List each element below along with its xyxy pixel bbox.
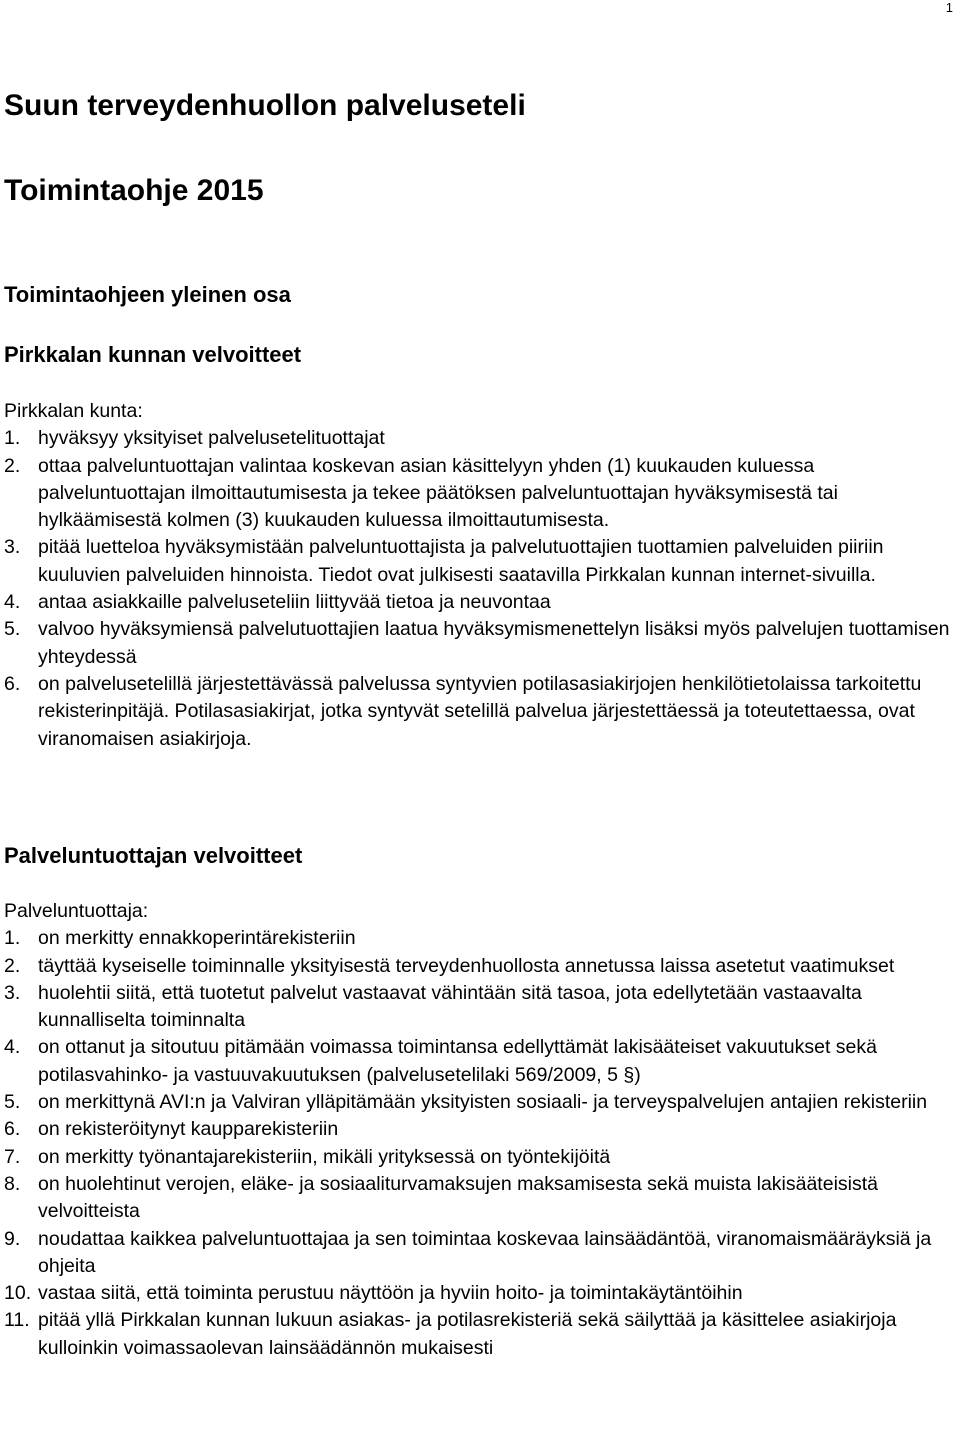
list-item-number: 4. [4, 591, 21, 614]
list-item-number: 5. [4, 618, 21, 641]
list-item-text: on rekisteröitynyt kaupparekisteriin [38, 1118, 339, 1141]
list-item [4, 1307, 956, 1362]
list-item-number: 3. [4, 981, 21, 1004]
list-item-number: 2. [4, 454, 21, 477]
list-item [4, 1089, 956, 1116]
list-item [4, 425, 956, 452]
list-item [4, 616, 956, 671]
list-item [4, 1226, 956, 1281]
list-item-number: 5. [4, 1091, 21, 1114]
document-title: Suun terveydenhuollon palveluseteli [4, 89, 526, 122]
list-item [4, 980, 956, 1035]
list-item [4, 589, 956, 616]
list-item-text: noudattaa kaikkea palveluntuottajaa ja sen toimintaa koskevaa lainsäädäntöä, viranomaismääräyksiä ja ohjeita [38, 1227, 932, 1277]
page-number: 1 [945, 0, 953, 15]
list-item-number: 6. [4, 672, 21, 695]
list-item-text: huolehtii siitä, että tuotetut palvelut vastaavat vähintään sitä tasoa, jota edellytetään vastaavalta kunnalliselta toiminnalta [38, 981, 862, 1032]
list-item-text: on merkittynä AVI:n ja Valviran ylläpitämään yksityisten sosiaali- ja terveyspalvelujen antajien rekisteriin [38, 1091, 928, 1114]
list-item-text: on ottanut ja sitoutuu pitämään voimassa toimintansa edellyttämät lakisääteiset vakuutukset sekä potilasvahinko- ja vastuuvakuutuksen (palvelusetelilaki 569/2009, 5 §) [38, 1036, 877, 1086]
list-item-text: täyttää kyseiselle toiminnalle yksityisestä terveydenhuollosta annetussa laissa asetetut vaatimukset [38, 954, 895, 977]
list-item-number: 1. [4, 927, 21, 950]
list-item-text: pitää yllä Pirkkalan kunnan lukuun asiakas- ja potilasrekisteriä sekä säilyttää ja käsittelee asiakirjoja kulloinkin voimassaolevan lainsäädännön mukaisesti [38, 1309, 897, 1359]
document-subtitle: Toimintaohje 2015 [4, 174, 264, 207]
list-item [4, 953, 956, 980]
list-item-number: 7. [4, 1145, 21, 1168]
list-item-text: on palvelusetelillä järjestettävässä palvelussa syntyvien potilasasiakirjojen henkilötietolaissa tarkoitettu rekisterinpitäjä. Potilasasiakirjat, jotka syntyvät setelillä palvelua järjestettäessä ja toteutettaessa, ovat viranomaisen asiakirjoja. [38, 672, 922, 750]
provider-lead: Palveluntuottaja: [4, 900, 149, 922]
list-item [4, 1034, 956, 1089]
list-item-number: 8. [4, 1172, 21, 1195]
provider-heading: Palveluntuottajan velvoitteet [4, 843, 303, 868]
list-item [4, 453, 956, 535]
list-item-text: pitää luetteloa hyväksymistään palveluntuottajista ja palvelutuottajien tuottamien palveluiden piiriin kuuluvien palveluiden hinnoista. Tiedot ovat julkisesti saatavilla Pirkkalan kunnan internet-sivuilla. [38, 536, 884, 586]
municipality-lead: Pirkkalan kunta: [4, 400, 143, 422]
list-item-number: 9. [4, 1227, 21, 1250]
list-item-text: hyväksyy yksityiset palvelusetelituottajat [38, 427, 385, 450]
list-item-number: 1. [4, 427, 21, 450]
list-item-number: 2. [4, 954, 21, 977]
list-item [4, 1280, 956, 1307]
list-item [4, 925, 956, 952]
municipality-list [4, 425, 956, 753]
list-item-number: 3. [4, 536, 21, 559]
list-item-number: 11. [4, 1309, 30, 1332]
provider-obligations [4, 898, 956, 1362]
list-item-number: 6. [4, 1118, 21, 1141]
municipality-obligations [4, 398, 956, 753]
list-item [4, 1116, 956, 1143]
list-item [4, 671, 956, 753]
list-item-text: on merkitty ennakkoperintärekisteriin [38, 927, 356, 950]
provider-list [4, 925, 956, 1362]
list-item-text: on huolehtinut verojen, eläke- ja sosiaaliturvamaksujen maksamisesta sekä muista lakisääteisistä velvoitteista [38, 1172, 878, 1223]
list-item-text: ottaa palveluntuottajan valintaa koskevan asian käsittelyyn yhden (1) kuukauden kuluessa palveluntuottajan ilmoittautumisesta ja tekee päätöksen palveluntuottajan hyväksymisestä tai hylkäämisestä kolmen (3) kuukauden kuluessa ilmoittautumisesta. [38, 454, 838, 532]
list-item-number: 4. [4, 1036, 21, 1059]
list-item [4, 1144, 956, 1171]
list-item-text: valvoo hyväksymiensä palvelutuottajien laatua hyväksymismenettelyn lisäksi myös palvelujen tuottamisen yhteydessä [38, 618, 950, 668]
section-heading: Toimintaohjeen yleinen osa [4, 282, 291, 307]
municipality-heading: Pirkkalan kunnan velvoitteet [4, 342, 302, 367]
list-item [4, 1171, 956, 1226]
list-item-text: on merkitty työnantajarekisteriin, mikäli yrityksessä on työntekijöitä [38, 1145, 611, 1168]
list-item-number: 10. [4, 1282, 32, 1305]
list-item-text: antaa asiakkaille palveluseteliin liittyvää tietoa ja neuvontaa [38, 591, 551, 614]
list-item-text: vastaa siitä, että toiminta perustuu näyttöön ja hyviin hoito- ja toimintakäytäntöihin [38, 1282, 743, 1305]
list-item [4, 534, 956, 589]
